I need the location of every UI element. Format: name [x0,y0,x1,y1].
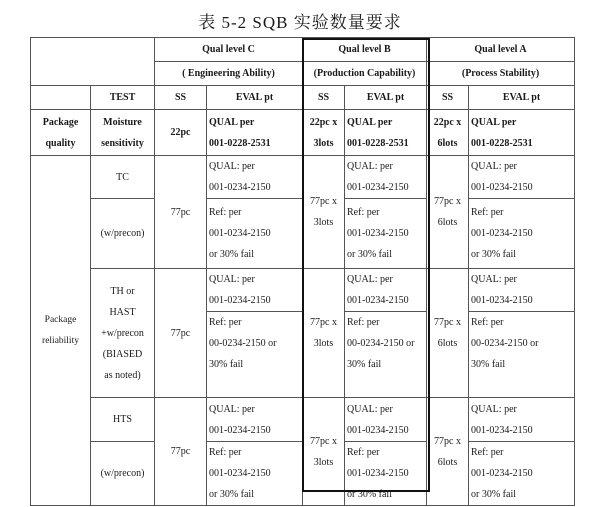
header-col-row [31,86,575,110]
level-a-name: Qual level A [427,38,575,62]
header-blank [31,38,155,86]
level-b-name: Qual level B [303,38,427,62]
category-package-reliability: Package reliability [31,156,91,506]
tc-qual-row [31,156,575,199]
a-ref-hts: Ref: per 001-0234-2150 or 30% fail [469,442,575,506]
a-ss-quality: 22pc x 6lots [427,110,469,156]
level-a-sub: (Process Stability) [427,62,575,86]
header-category-blank [31,86,91,110]
c-ss-th: 77pc [155,269,207,398]
category-package-quality: Package quality [31,110,91,156]
level-c-sub: ( Engineering Ability) [155,62,303,86]
test-th-hast: TH or HAST +w/precon (BIASED as noted) [91,269,155,398]
c-qual-th: QUAL: per 001-0234-2150 [207,269,303,312]
b-qual-tc: QUAL: per 001-0234-2150 [345,156,427,199]
test-moisture: Moisture sensitivity [91,110,155,156]
a-qual-th: QUAL: per 001-0234-2150 [469,269,575,312]
b-eval-quality: QUAL per 001-0228-2531 [345,110,427,156]
level-b-sub: (Production Capability) [303,62,427,86]
col-c-eval: EVAL pt [207,86,303,110]
a-ss-th: 77pc x 6lots [427,269,469,398]
col-c-ss: SS [155,86,207,110]
a-eval-quality: QUAL per 001-0228-2531 [469,110,575,156]
col-test: TEST [91,86,155,110]
b-ref-tc: Ref: per 001-0234-2150 or 30% fail [345,199,427,269]
table-title: 表 5-2 SQB 实验数量要求 [198,13,402,32]
c-eval-quality: QUAL per 001-0228-2531 [207,110,303,156]
b-qual-th: QUAL: per 001-0234-2150 [345,269,427,312]
col-b-ss: SS [303,86,345,110]
c-qual-tc: QUAL: per 001-0234-2150 [207,156,303,199]
package-quality-row [31,110,575,156]
th-qual-row [31,269,575,312]
a-ref-th: Ref: per 00-0234-2150 or 30% fail [469,312,575,398]
level-c-name: Qual level C [155,38,303,62]
c-ref-hts: Ref: per 001-0234-2150 or 30% fail [207,442,303,506]
col-a-eval: EVAL pt [469,86,575,110]
b-ss-quality: 22pc x 3lots [303,110,345,156]
c-ref-th: Ref: per 00-0234-2150 or 30% fail [207,312,303,398]
col-a-ss: SS [427,86,469,110]
test-hts: HTS [91,398,155,442]
a-qual-tc: QUAL: per 001-0234-2150 [469,156,575,199]
header-level-row [31,38,575,62]
test-hts-precon: (w/precon) [91,442,155,506]
a-ref-tc: Ref: per 001-0234-2150 or 30% fail [469,199,575,269]
b-ref-hts: Ref: per 001-0234-2150 or 30% fail [345,442,427,506]
b-ref-th: Ref: per 00-0234-2150 or 30% fail [345,312,427,398]
hts-qual-row [31,398,575,442]
c-ref-tc: Ref: per 001-0234-2150 or 30% fail [207,199,303,269]
b-ss-tc: 77pc x 3lots [303,156,345,269]
b-qual-hts: QUAL: per 001-0234-2150 [345,398,427,442]
sqb-sample-table [30,37,575,506]
test-tc-precon: (w/precon) [91,199,155,269]
a-qual-hts: QUAL: per 001-0234-2150 [469,398,575,442]
c-qual-hts: QUAL: per 001-0234-2150 [207,398,303,442]
b-ss-hts: 77pc x 3lots [303,398,345,506]
col-b-eval: EVAL pt [345,86,427,110]
c-ss-tc: 77pc [155,156,207,269]
a-ss-tc: 77pc x 6lots [427,156,469,269]
test-tc: TC [91,156,155,199]
c-ss-hts: 77pc [155,398,207,506]
b-ss-th: 77pc x 3lots [303,269,345,398]
c-ss-quality: 22pc [155,110,207,156]
a-ss-hts: 77pc x 6lots [427,398,469,506]
